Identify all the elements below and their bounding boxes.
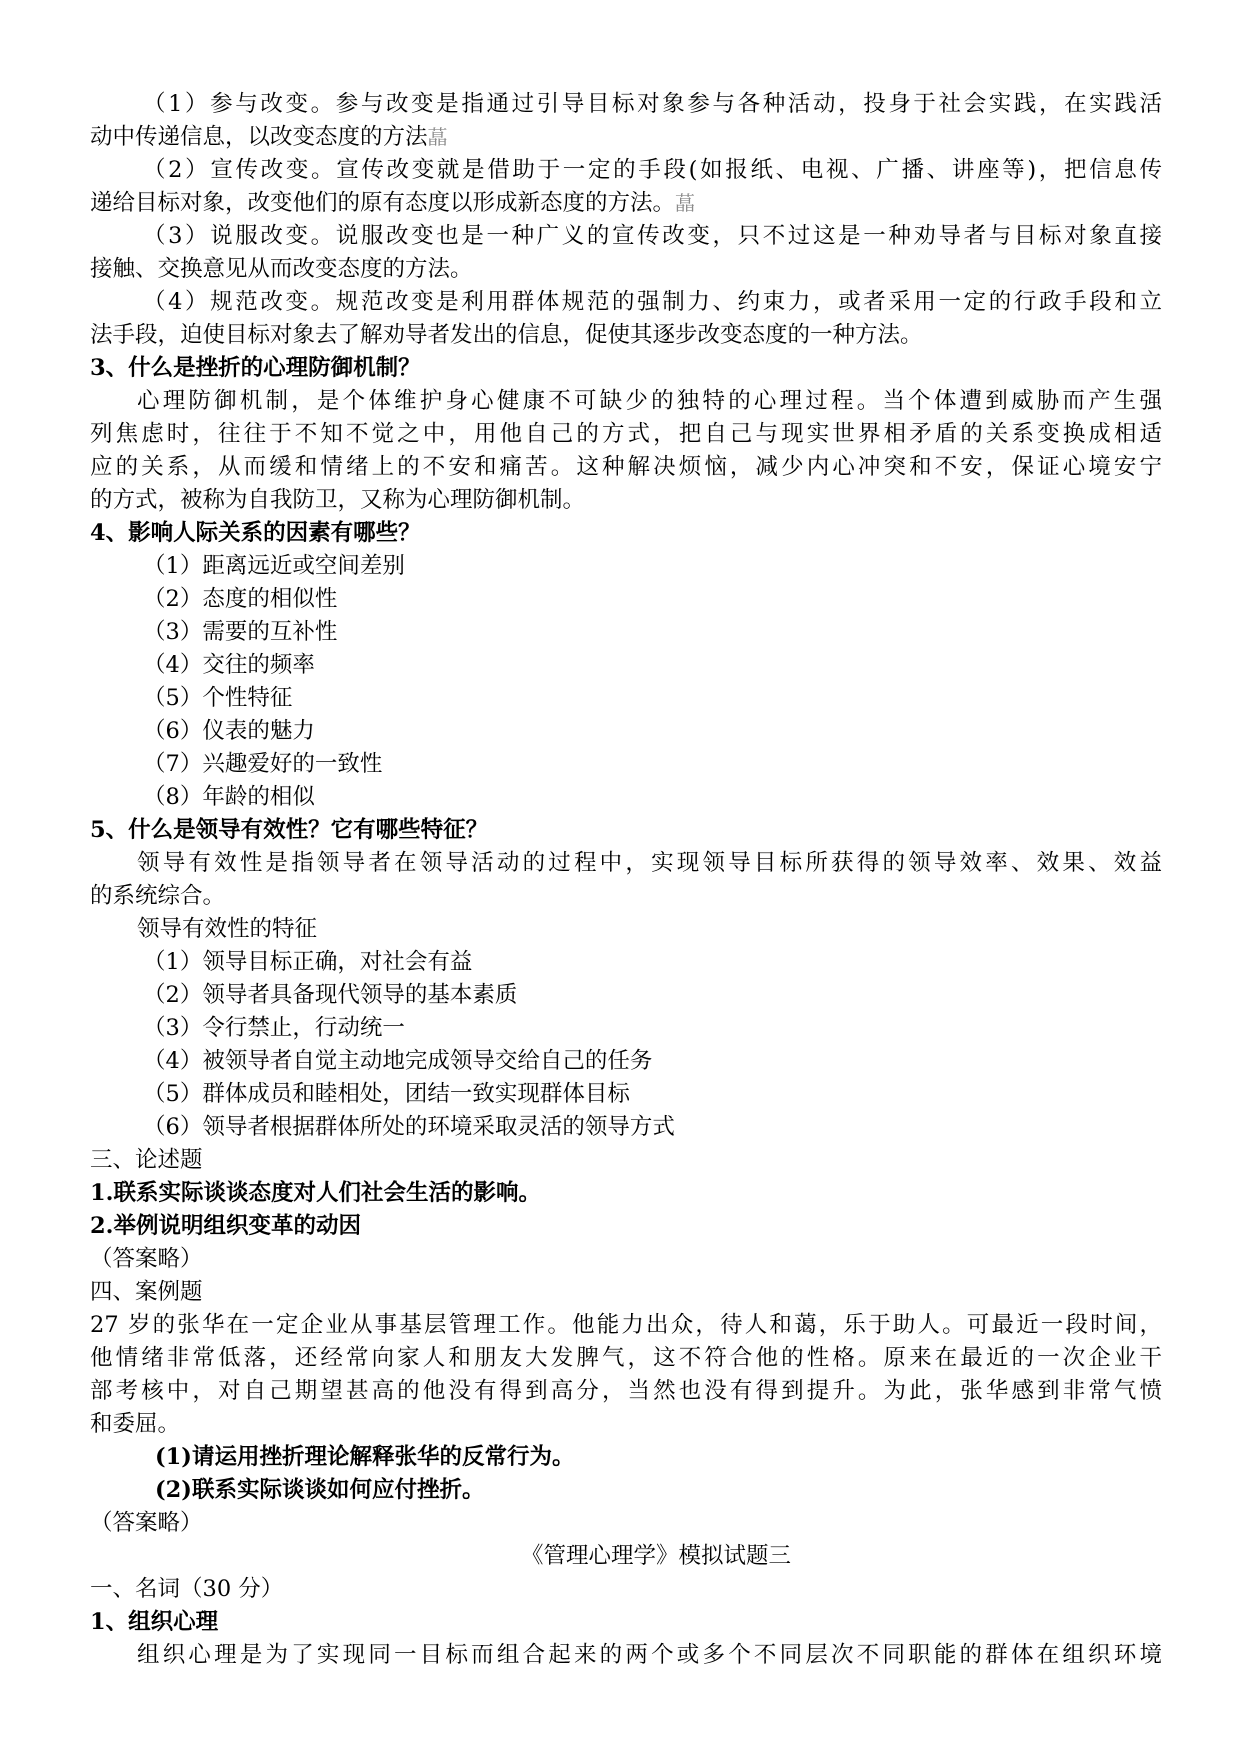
text-run: （1）距离远近或空间差别 [143,553,405,579]
text-line [90,1276,1162,1309]
text-run: 领导有效性的特征 [137,916,318,942]
text-run: 递给目标对象，改变他们的原有态度以形成新态度的方法。 [90,190,676,216]
text-run: 列焦虑时，往往于不知不觉之中，用他自己的方式，把自己与现实世界相矛盾的关系变换成相适 [90,421,1162,447]
text-line [90,748,1162,781]
text-line [90,1243,1162,1276]
text-run: 三、论述题 [90,1147,203,1173]
question-heading [90,517,1162,550]
text-line [90,1045,1162,1078]
text-line [90,88,1162,121]
text-run: （2）宣传改变。宣传改变就是借助于一定的手段(如报纸、电视、广播、讲座等)，把信息传 [143,157,1162,183]
text-line [90,781,1162,814]
document-title [90,1540,1162,1573]
text-run: 1、组织心理 [90,1609,219,1635]
text-line [90,1639,1162,1672]
text-line [90,1144,1162,1177]
text-run: （3）令行禁止，行动统一 [143,1015,405,1041]
text-run: 一、名词（30 分） [90,1576,284,1602]
text-line [90,1375,1162,1408]
text-run: 组织心理是为了实现同一目标而组合起来的两个或多个不同层次不同职能的群体在组织环境 [137,1642,1162,1668]
text-line [90,979,1162,1012]
text-line [90,154,1162,187]
text-run: 接触、交换意见从而改变态度的方法。 [90,256,473,282]
question-heading [90,814,1162,847]
text-line [90,946,1162,979]
text-line [90,715,1162,748]
text-run: （5）个性特征 [143,685,293,711]
text-line [90,1342,1162,1375]
text-line [90,1012,1162,1045]
text-line [90,418,1162,451]
text-run: 4、影响人际关系的因素有哪些？ [90,520,421,546]
text-run: （6）领导者根据群体所处的环境采取灵活的领导方式 [143,1114,675,1140]
text-line [90,682,1162,715]
text-run: （答案略） [90,1510,203,1536]
text-run: （5）群体成员和睦相处，团结一致实现群体目标 [143,1081,630,1107]
text-line [90,847,1162,880]
text-line [90,649,1162,682]
text-run: （1）领导目标正确，对社会有益 [143,949,473,975]
text-run: 法手段，迫使目标对象去了解劝导者发出的信息，促使其逐步改变态度的一种方法。 [90,322,923,348]
text-run: （6）仪表的魅力 [143,718,315,744]
text-line [90,1573,1162,1606]
text-run: （4）交往的频率 [143,652,315,678]
text-line [90,1408,1162,1441]
text-line [90,385,1162,418]
text-run: 部考核中，对自己期望甚高的他没有得到高分，当然也没有得到提升。为此，张华感到非常气愤 [90,1378,1162,1404]
text-run: 27 岁的张华在一定企业从事基层管理工作。他能力出众，待人和蔼，乐于助人。可最近一段时间， [90,1312,1162,1338]
text-run: （1）参与改变。参与改变是指通过引导目标对象参与各种活动，投身于社会实践，在实践活 [143,91,1162,117]
text-run: （2）领导者具备现代领导的基本素质 [143,982,518,1008]
text-run: 5、什么是领导有效性？它有哪些特征？ [90,817,489,843]
text-line [90,121,1162,154]
text-line [90,187,1162,220]
text-line [90,550,1162,583]
text-line [90,616,1162,649]
text-run: 动中传递信息，以改变态度的方法 [90,124,428,150]
text-line [90,484,1162,517]
text-run: （8）年龄的相似 [143,784,315,810]
question-heading [90,1177,1162,1210]
question-heading [90,1474,1162,1507]
text-run: 《管理心理学》模拟试题三 [520,1543,791,1569]
text-run: （4）被领导者自觉主动地完成领导交给自己的任务 [143,1048,653,1074]
question-heading [90,1210,1162,1243]
text-run: 他情绪非常低落，还经常向家人和朋友大发脾气，这不符合他的性格。原来在最近的一次企业干 [90,1345,1162,1371]
text-run: 的方式，被称为自我防卫，又称为心理防御机制。 [90,487,586,513]
text-line [90,286,1162,319]
text-run: (2)联系实际谈谈如何应付挫折。 [155,1477,485,1503]
text-line [90,880,1162,913]
text-run: 的系统综合。 [90,883,226,909]
question-heading [90,352,1162,385]
stray-glyph-mark: 蕌 [427,125,448,149]
text-run: 心理防御机制，是个体维护身心健康不可缺少的独特的心理过程。当个体遭到威胁而产生强 [137,388,1162,414]
document-page [90,88,1162,1672]
text-run: 四、案例题 [90,1279,203,1305]
text-run: 3、什么是挫折的心理防御机制？ [90,355,421,381]
text-run: 1.联系实际谈谈态度对人们社会生活的影响。 [90,1180,541,1206]
text-line [90,583,1162,616]
text-run: 应的关系，从而缓和情绪上的不安和痛苦。这种解决烦恼，减少内心冲突和不安，保证心境安宁 [90,454,1162,480]
text-line [90,1111,1162,1144]
text-run: （7）兴趣爱好的一致性 [143,751,383,777]
text-line [90,913,1162,946]
text-run: （3）需要的互补性 [143,619,338,645]
text-run: 领导有效性是指领导者在领导活动的过程中，实现领导目标所获得的领导效率、效果、效益 [137,850,1162,876]
text-line [90,1309,1162,1342]
text-run: 2.举例说明组织变革的动因 [90,1213,361,1239]
question-heading [90,1606,1162,1639]
text-line [90,319,1162,352]
text-run: （3）说服改变。说服改变也是一种广义的宣传改变，只不过这是一种劝导者与目标对象直接 [143,223,1162,249]
text-run: （2）态度的相似性 [143,586,338,612]
stray-glyph-mark: 蕌 [675,191,696,215]
text-line [90,451,1162,484]
text-line [90,1078,1162,1111]
text-line [90,253,1162,286]
text-run: （4）规范改变。规范改变是利用群体规范的强制力、约束力，或者采用一定的行政手段和立 [143,289,1162,315]
text-run: (1)请运用挫折理论解释张华的反常行为。 [155,1444,575,1470]
text-line [90,1507,1162,1540]
text-run: 和委屈。 [90,1411,181,1437]
text-line [90,220,1162,253]
text-run: （答案略） [90,1246,203,1272]
question-heading [90,1441,1162,1474]
